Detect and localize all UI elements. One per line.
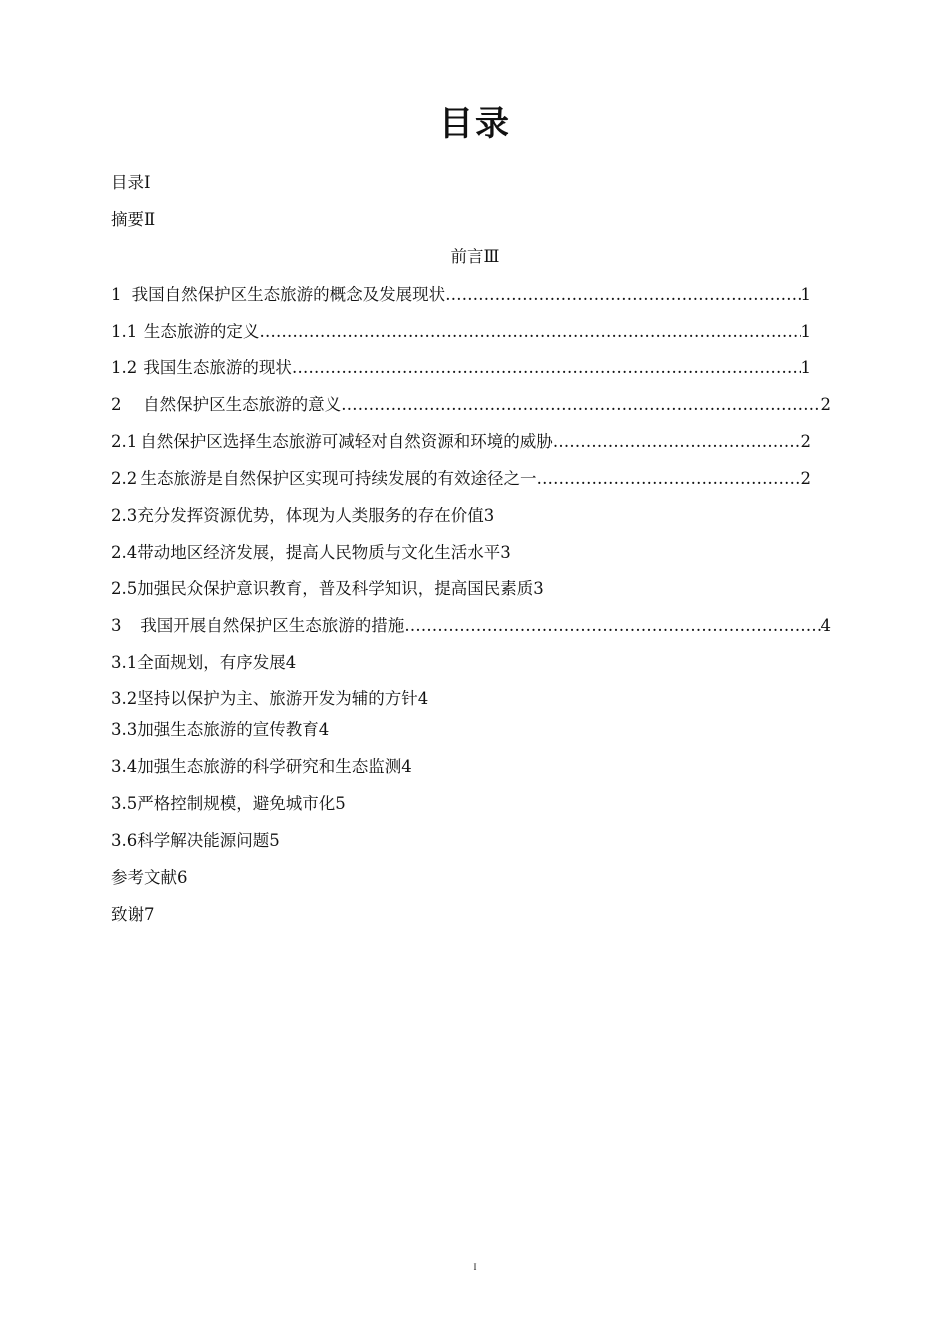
toc-entry-chapter-1[interactable] xyxy=(111,285,811,305)
toc-entry-number: 2 xyxy=(111,395,122,414)
toc-entry-section-3-4[interactable] xyxy=(111,757,412,777)
toc-entry-page: 2 xyxy=(820,395,831,414)
toc-entry-acknowledgements[interactable] xyxy=(111,905,155,925)
toc-entry-text: 3.6科学解决能源问题5 xyxy=(111,831,280,850)
toc-entry-text: 生态旅游的定义 xyxy=(143,322,260,341)
toc-entry-abstract[interactable] xyxy=(111,210,155,230)
toc-entry-section-1-1[interactable] xyxy=(111,322,811,342)
toc-leader-dots xyxy=(553,432,801,452)
toc-entry-section-3-5[interactable] xyxy=(111,794,346,814)
toc-entry-page: 1 xyxy=(800,285,811,304)
toc-entry-number: 1.1 xyxy=(111,322,138,341)
toc-leader-dots xyxy=(404,616,820,636)
toc-entry-text: 3.2坚持以保护为主、旅游开发为辅的方针4 xyxy=(111,689,429,708)
toc-entry-section-2-4[interactable] xyxy=(111,543,511,563)
toc-entry-number: 1 xyxy=(111,285,122,304)
toc-entry-section-1-2[interactable] xyxy=(111,358,811,378)
toc-entry-contents[interactable] xyxy=(111,173,151,193)
toc-entry-text: 摘要Ⅱ xyxy=(111,210,156,229)
toc-entry-text: 3.4加强生态旅游的科学研究和生态监测4 xyxy=(111,757,412,776)
toc-entry-page: 2 xyxy=(800,469,811,488)
toc-entry-chapter-3[interactable] xyxy=(111,616,831,636)
toc-entry-text: 我国开展自然保护区生态旅游的措施 xyxy=(140,616,405,635)
toc-leader-dots xyxy=(341,395,820,415)
toc-entry-text: 自然保护区生态旅游的意义 xyxy=(143,395,342,414)
toc-entry-text: 目录Ⅰ xyxy=(111,173,151,192)
toc-entry-text: 生态旅游是自然保护区实现可持续发展的有效途径之一 xyxy=(140,469,537,488)
toc-entry-page: 4 xyxy=(820,616,831,635)
toc-entry-section-2-2[interactable] xyxy=(111,469,811,489)
toc-entry-text: 参考文献6 xyxy=(111,868,188,887)
toc-entry-text: 我国生态旅游的现状 xyxy=(143,358,292,377)
toc-entry-page: 1 xyxy=(800,358,811,377)
toc-entry-text: 2.4带动地区经济发展，提高人民物质与文化生活水平3 xyxy=(111,543,511,562)
toc-entry-section-3-6[interactable] xyxy=(111,831,280,851)
toc-entry-number: 1.2 xyxy=(111,358,138,377)
toc-entry-page: 1 xyxy=(800,322,811,341)
toc-entry-text: 3.3加强生态旅游的宣传教育4 xyxy=(111,720,330,739)
toc-entry-section-2-1[interactable] xyxy=(111,432,811,452)
toc-entry-text: 3.5严格控制规模，避免城市化5 xyxy=(111,794,346,813)
toc-entry-text: 3.1全面规划，有序发展4 xyxy=(111,653,297,672)
toc-entry-preface[interactable] xyxy=(0,247,950,267)
toc-entry-chapter-2[interactable] xyxy=(111,395,831,415)
page-number: I xyxy=(473,1262,477,1272)
toc-entry-section-3-3[interactable] xyxy=(111,720,329,740)
toc-leader-dots xyxy=(536,469,800,489)
toc-entry-text: 致谢7 xyxy=(111,905,155,924)
toc-leader-dots xyxy=(292,358,801,378)
toc-entry-text: 自然保护区选择生态旅游可减轻对自然资源和环境的威胁 xyxy=(140,432,553,451)
toc-entry-text: 2.5加强民众保护意识教育，普及科学知识，提高国民素质3 xyxy=(111,579,544,598)
toc-entry-section-3-1[interactable] xyxy=(111,653,296,673)
toc-entry-section-3-2[interactable] xyxy=(111,689,428,709)
toc-entry-page: 2 xyxy=(800,432,811,451)
toc-entry-number: 2.2 xyxy=(111,469,138,488)
toc-leader-dots xyxy=(259,322,800,342)
toc-entry-number: 2.1 xyxy=(111,432,138,451)
toc-entry-references[interactable] xyxy=(111,868,188,888)
page-title: 目录 xyxy=(439,104,511,144)
toc-leader-dots xyxy=(445,285,800,305)
toc-entry-section-2-5[interactable] xyxy=(111,579,544,599)
toc-entry-text: 我国自然保护区生态旅游的概念及发展现状 xyxy=(131,285,446,304)
toc-entry-section-2-3[interactable] xyxy=(111,506,494,526)
toc-entry-number: 3 xyxy=(111,616,122,635)
toc-entry-text: 2.3充分发挥资源优势，体现为人类服务的存在价值3 xyxy=(111,506,495,525)
toc-entry-text: 前言Ⅲ xyxy=(450,247,500,266)
